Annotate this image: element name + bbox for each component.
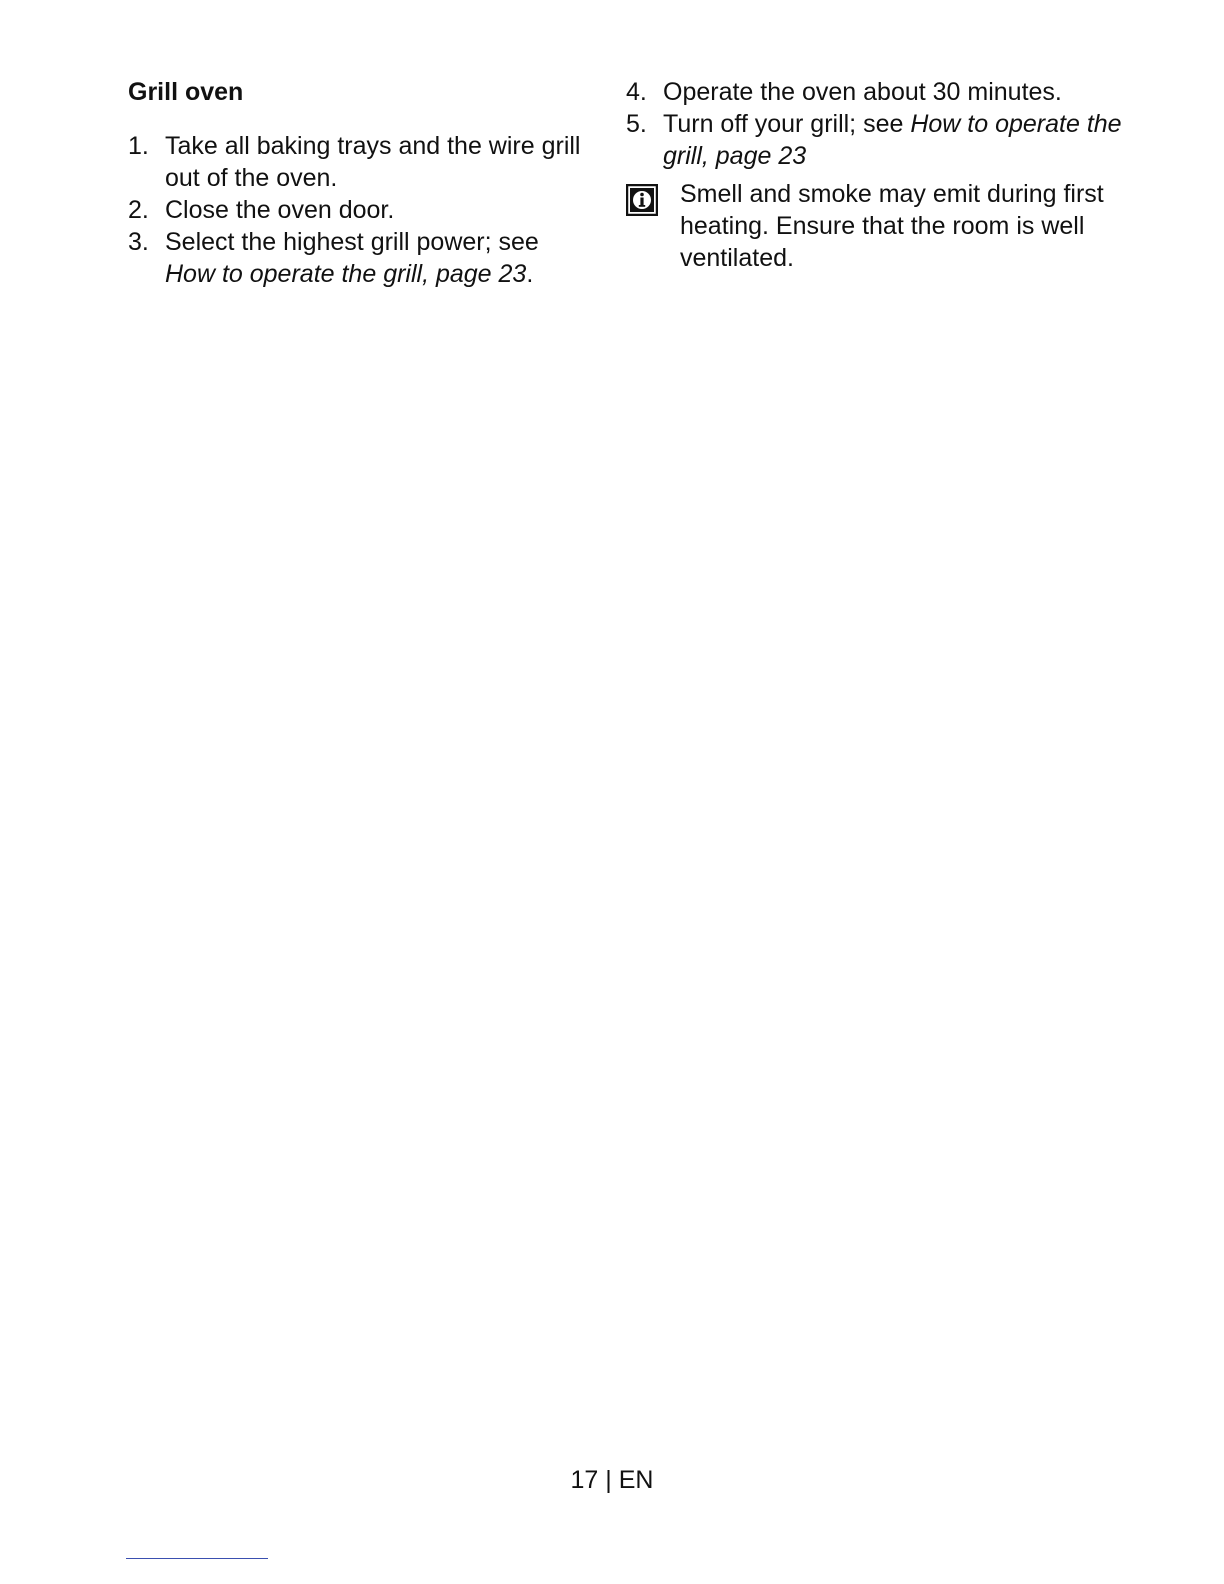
cross-reference: How to operate the grill, page 23	[663, 110, 1122, 170]
steps-list-left	[128, 130, 588, 290]
left-column	[128, 76, 588, 290]
page-number-label: 17 | EN	[570, 1466, 654, 1494]
step-item	[626, 76, 1126, 108]
info-icon	[626, 184, 658, 216]
step-number: 4.	[626, 78, 647, 106]
step-text-content: Operate the oven about 30 minutes.	[663, 78, 1062, 106]
note-text: Smell and smoke may emit during first heating. Ensure that the room is well ventilated.	[680, 180, 1104, 272]
step-text	[165, 226, 588, 290]
step-text	[165, 194, 588, 226]
step-number: 1.	[128, 132, 149, 160]
right-column	[626, 76, 1126, 274]
bottom-divider	[126, 1558, 268, 1559]
step-item	[128, 130, 588, 194]
info-note	[626, 178, 1126, 274]
step-text	[663, 76, 1126, 108]
step-text-content: Select the highest grill power; see	[165, 228, 539, 256]
step-suffix: .	[526, 260, 534, 288]
step-text-content: Close the oven door.	[165, 196, 395, 224]
step-text	[663, 108, 1126, 172]
step-number: 5.	[626, 110, 647, 138]
step-text	[165, 130, 588, 194]
step-number: 2.	[128, 196, 149, 224]
step-item	[128, 194, 588, 226]
cross-reference: How to operate the grill, page 23	[165, 260, 527, 288]
step-item	[626, 108, 1126, 172]
step-number: 3.	[128, 228, 149, 256]
steps-list-right	[626, 76, 1126, 172]
step-text-content: Take all baking trays and the wire grill out of the oven.	[165, 132, 581, 192]
section-title: Grill oven	[128, 78, 244, 106]
step-text-content: Turn off your grill; see	[663, 110, 911, 138]
step-item	[128, 226, 588, 290]
page-footer	[0, 1464, 1224, 1496]
